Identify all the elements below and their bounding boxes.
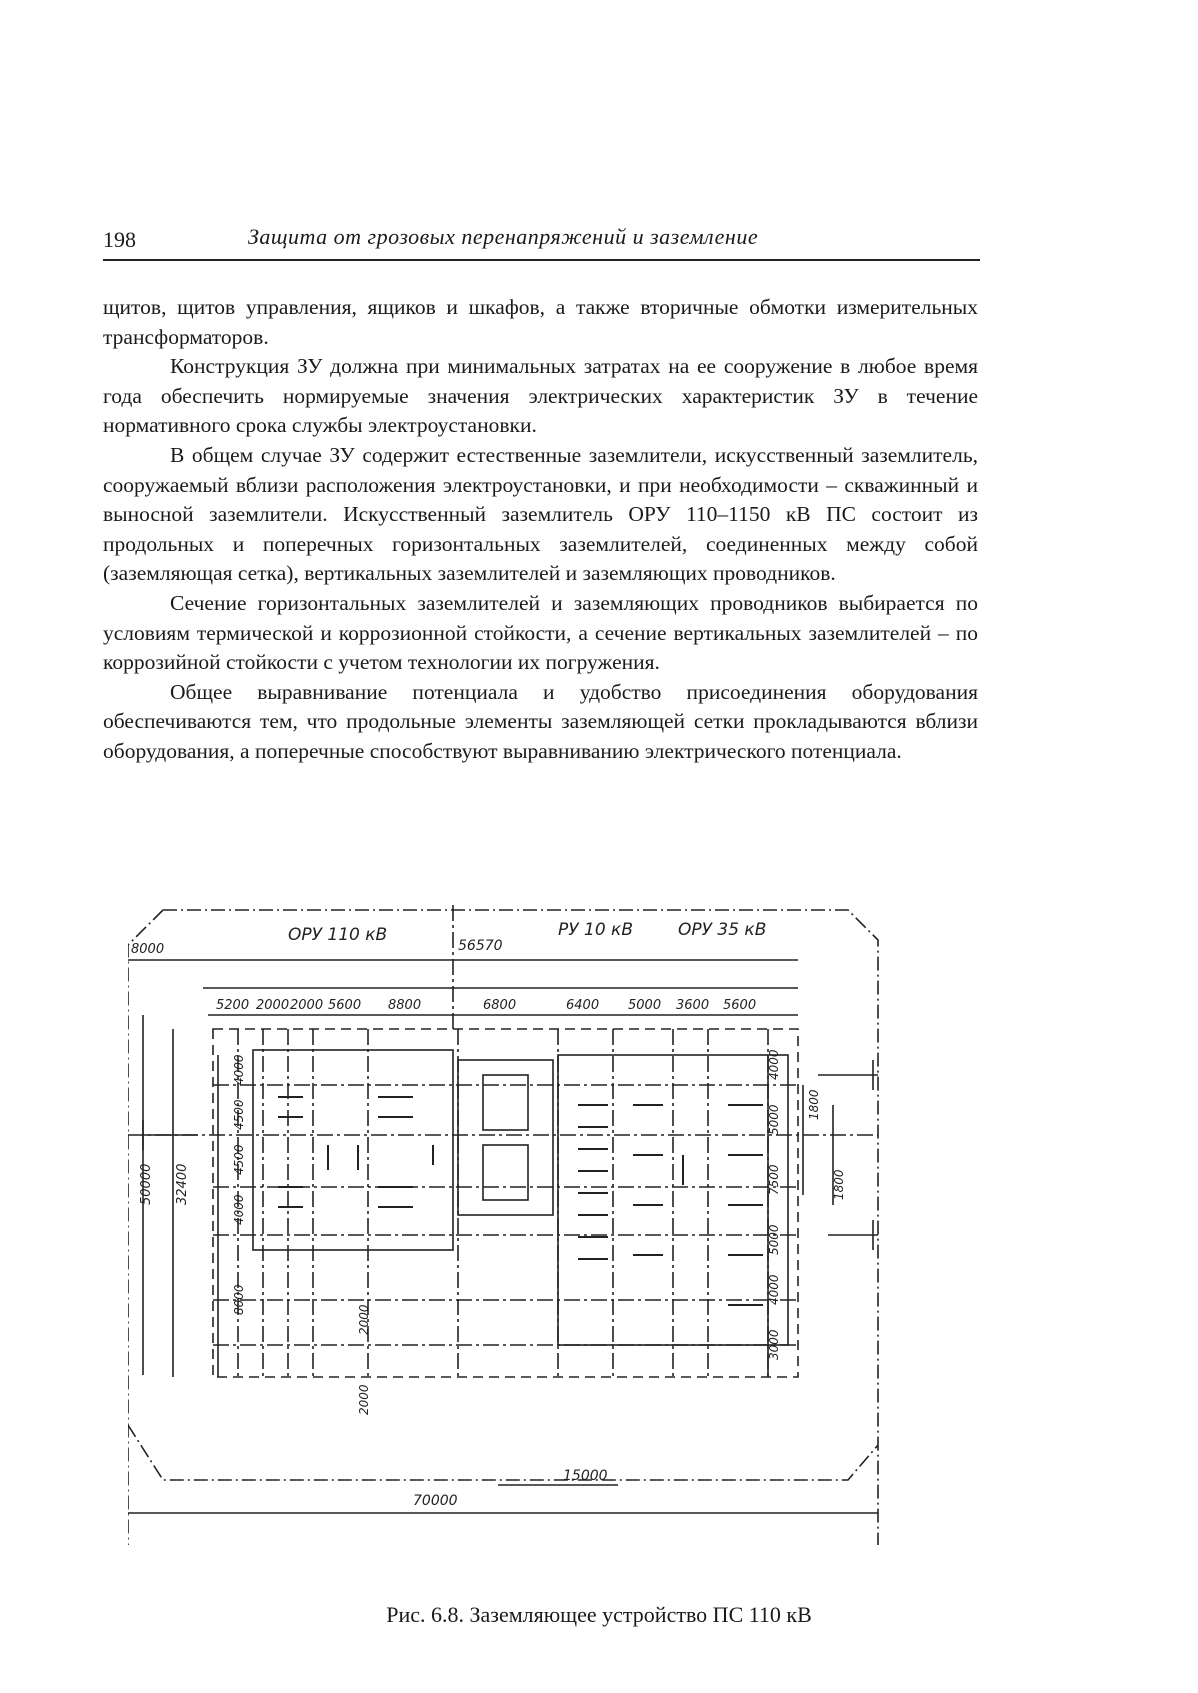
transformer-2	[483, 1145, 528, 1200]
paragraph-1: щитов, щитов управления, ящиков и шкафов, а также вторичные обмотки измерительных трансформаторов.	[103, 295, 978, 349]
dim-5000c: 5000	[767, 1224, 781, 1255]
grid-perimeter	[213, 1029, 798, 1377]
zone-ru10	[458, 1060, 553, 1215]
label-oru110: ОРУ 110 кВ	[288, 925, 388, 945]
dim-4500b: 4500	[232, 1144, 246, 1175]
remote-electrode-right	[818, 1060, 878, 1250]
grounding-plan-figure	[128, 905, 968, 1545]
running-header: Защита от грозовых перенапряжений и заземление	[248, 224, 759, 249]
transformer-1	[483, 1075, 528, 1130]
header-rule	[103, 259, 980, 261]
label-ru10: РУ 10 кВ	[558, 920, 633, 940]
dim-70000: 70000	[413, 1493, 458, 1509]
zone-oru110	[253, 1050, 453, 1250]
dim-4000a: 4000	[232, 1054, 246, 1085]
paragraph-3: В общем случае ЗУ содержит естественные заземлители, искусственный заземлитель, сооружаемый вблизи расположения электроустановки, и при необходимости – скважинный и выносной заземлители. Искусственный заземлитель ОРУ 110–1150 кВ ПС состоит из продольных и поперечных горизонтальных заземлителей, соединенных между собой (заземляющая сетка), вертикальных заземлителей и заземляющих проводников.	[103, 442, 978, 586]
dim-1800a: 1800	[807, 1089, 821, 1120]
remote-electrode-left	[143, 1120, 198, 1150]
dim-5000a: 5000	[628, 998, 662, 1013]
dim-4000c: 4000	[767, 1049, 781, 1080]
label-oru35: ОРУ 35 кВ	[678, 920, 767, 940]
dim-5600b: 5600	[723, 998, 757, 1013]
figure-caption: Рис. 6.8. Заземляющее устройство ПС 110 кВ	[386, 1602, 812, 1627]
dim-32400: 32400	[175, 1163, 190, 1205]
dim-15000: 15000	[563, 1468, 608, 1484]
dim-4000d: 4000	[767, 1274, 781, 1305]
dim-3000: 3000	[767, 1329, 781, 1360]
dim-4500a: 4500	[232, 1099, 246, 1130]
dim-8800: 8800	[388, 998, 422, 1013]
dim-2000a: 2000	[256, 998, 290, 1013]
dim-5600a: 5600	[328, 998, 362, 1013]
paragraph-5: Общее выравнивание потенциала и удобство присоединения оборудования обеспечиваются тем, что продольные элементы заземляющей сетки прокладываются вблизи оборудования, а поперечные способствуют выравниванию электрического потенциала.	[103, 679, 978, 763]
dim-4000b: 4000	[232, 1194, 246, 1225]
dim-6800: 6800	[483, 998, 517, 1013]
paragraph-2: Конструкция ЗУ должна при минимальных затратах на ее сооружение в любое время года обеспечить нормируемые значения электрических характеристик ЗУ в течение нормативного срока службы электроустановки.	[103, 354, 978, 438]
dimension-lines	[128, 960, 878, 1513]
grid-lines-vertical	[238, 905, 768, 1377]
dim-2000b: 2000	[290, 998, 324, 1013]
dim-50000: 50000	[139, 1163, 154, 1205]
dim-2000d: 2000	[357, 1384, 371, 1415]
paragraph-4: Сечение горизонтальных заземлителей и заземляющих проводников выбирается по условиям термической и коррозионной стойкости, а сечение вертикальных заземлителей – по коррозийной стойкости с учетом технологии их погружения.	[103, 590, 978, 675]
dim-5000b: 5000	[767, 1104, 781, 1135]
dim-6400: 6400	[566, 998, 600, 1013]
dim-1800b: 1800	[832, 1169, 846, 1200]
dim-8000-top: 8000	[131, 942, 165, 957]
dim-7500: 7500	[767, 1164, 781, 1195]
grounding-plan-drawing	[128, 905, 968, 1545]
equipment-bars	[278, 1097, 763, 1305]
dim-5200: 5200	[216, 998, 250, 1013]
dim-56570: 56570	[458, 938, 503, 954]
page-number: 198	[103, 227, 136, 252]
dim-8000-left: 8000	[232, 1284, 246, 1315]
dim-3600: 3600	[676, 998, 710, 1013]
body-text	[103, 293, 978, 767]
dim-2000c: 2000	[357, 1304, 371, 1335]
